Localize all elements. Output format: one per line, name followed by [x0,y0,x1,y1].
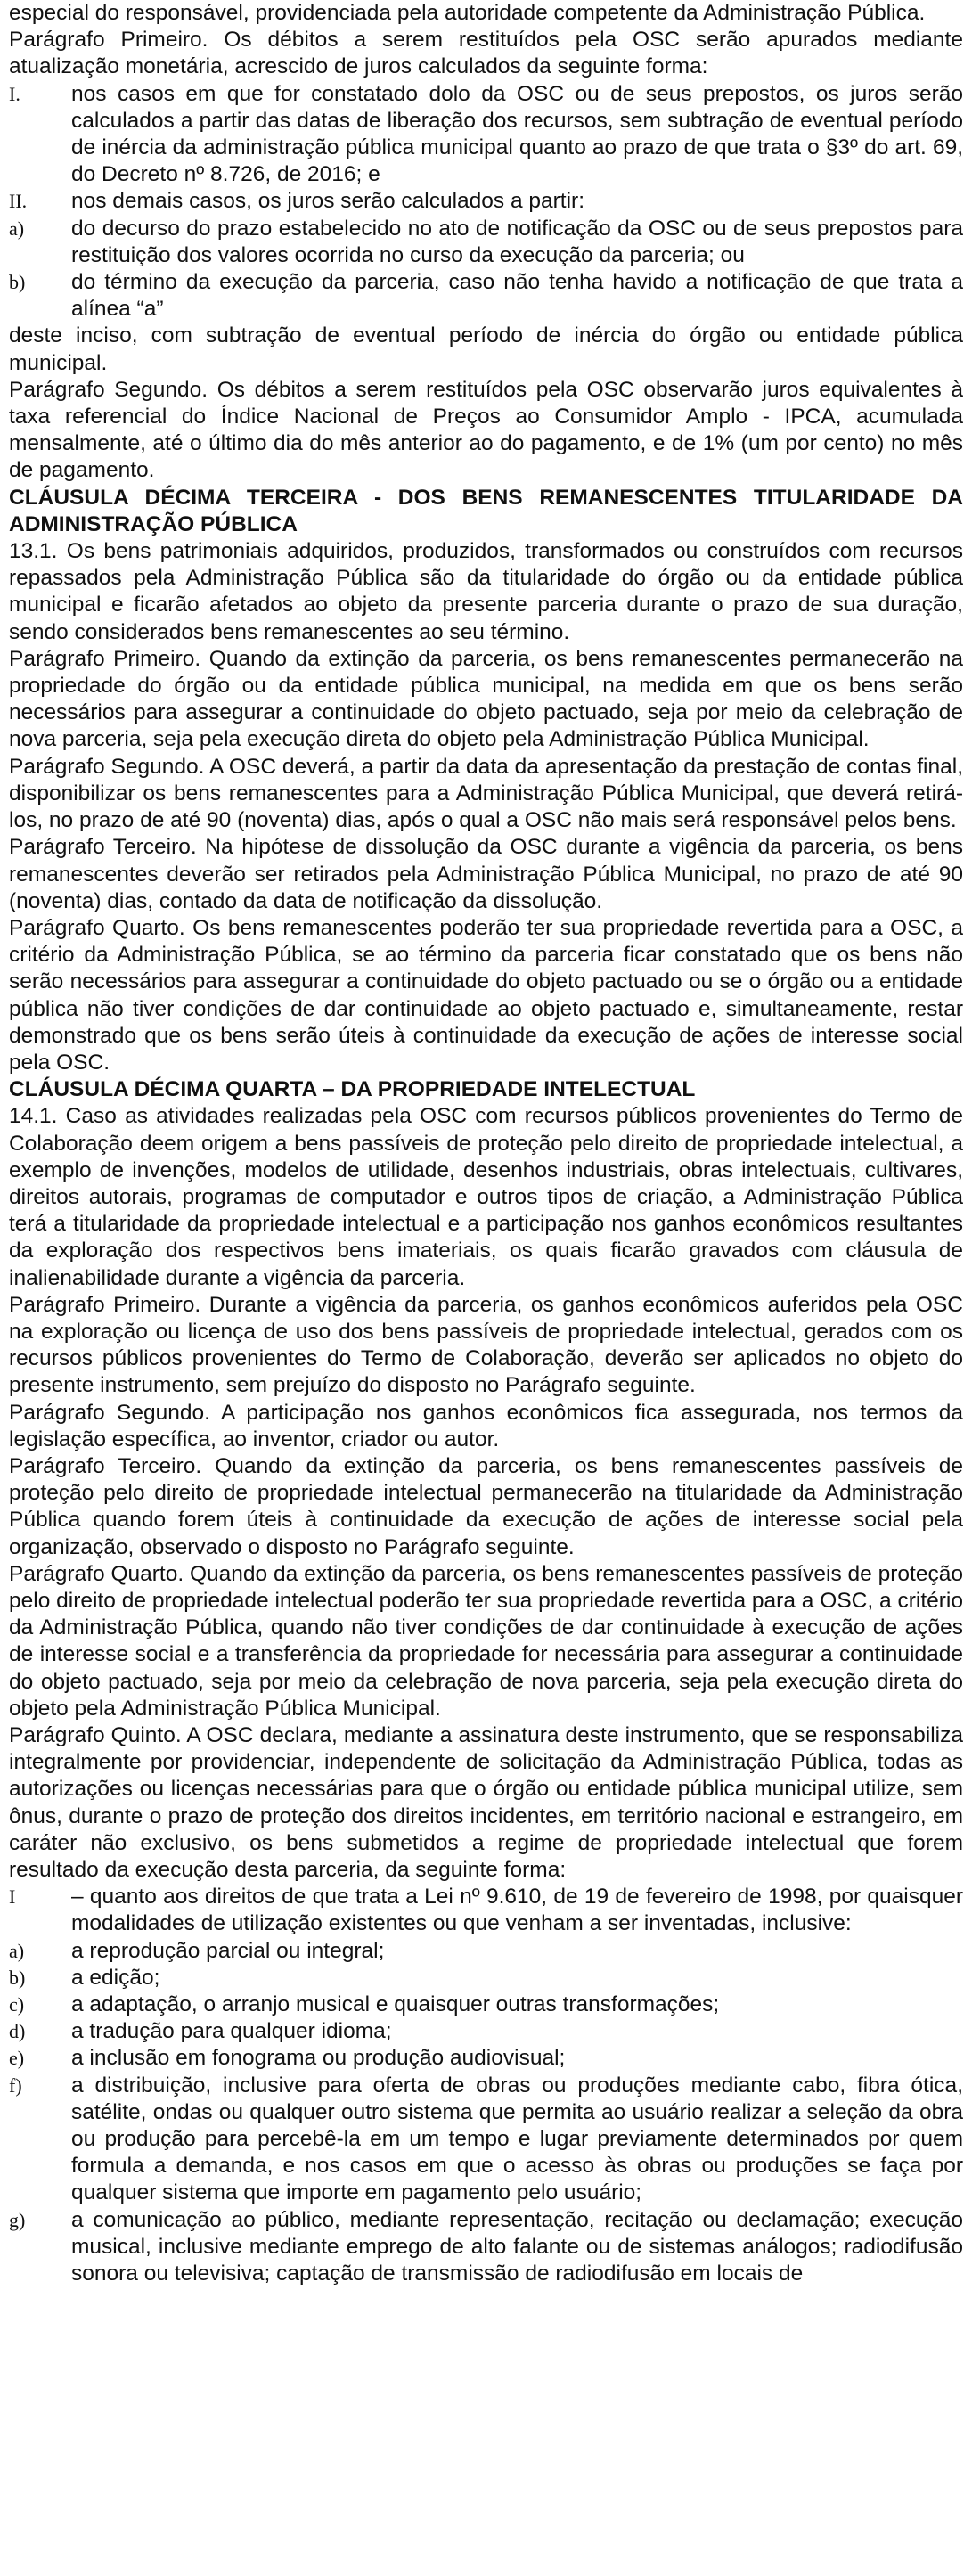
list-item-text: a edição; [71,1965,160,1990]
paragraph: 14.1. Caso as atividades realizadas pela OSC com recursos públicos provenientes do Termo de Colaboração deem origem a bens passíveis de proteção pelo direito de propriedade intelectual, a exemplo de invenções, modelos de utilidade, desenhos industriais, obras intelectuais, cultivares, direitos autorais, programas de computador e outros tipos de criação, a Administração Pública terá a titularidade da propriedade intelectual e a participação nos ganhos econômicos resultantes da exploração dos respectivos bens imateriais, os quais ficarão gravados com cláusula de inalienabilidade durante a vigência da parceria. [9,1104,963,1290]
paragraph: Parágrafo Quinto. A OSC declara, mediante a assinatura deste instrumento, que se responsabiliza integralmente por providenciar, independente de solicitação da Administração Pública, todas as autorizações ou licenças necessárias para que o órgão ou entidade pública municipal utilize, sem ônus, durante o prazo de proteção dos direitos incidentes, em território nacional e estrangeiro, em caráter não exclusivo, os bens submetidos a regime de propriedade intelectual que forem resultado da execução desta parceria, da seguinte forma: [9,1723,963,1883]
list-item [9,2073,963,2207]
list-item-text: a adaptação, o arranjo musical e quaisquer outras transformações; [71,1992,720,2017]
list-item-text: a reprodução parcial ou integral; [71,1938,385,1963]
paragraph: Parágrafo Primeiro. Quando da extinção da parceria, os bens remanescentes permanecerão na propriedade do órgão ou da entidade pública municipal, na medida em que os bens serão necessários para assegurar a continuidade do objeto pactuado, seja por meio da celebração de nova parceria, seja pela execução direta do objeto pela Administração Pública Municipal. [9,646,963,752]
list-item-marker: c) [9,1993,25,2016]
list-item-text: a inclusão em fonograma ou produção audiovisual; [71,2046,566,2071]
list-item [9,1991,963,2018]
list-item-text: a distribuição, inclusive para oferta de obras ou produções mediante cabo, fibra ótica, satélite, ondas ou qualquer outro sistema que permita ao usuário realizar a seleção da obra ou produção para percebê-la em um tempo e lugar previamente determinados por quem formula a demanda, e nos casos em que o acesso às obras ou produções se faça por qualquer sistema que importe em pagamento pelo usuário; [71,2073,963,2205]
paragraph: Parágrafo Segundo. A participação nos ganhos econômicos fica assegurada, nos termos da legislação específica, ao inventor, criador ou autor. [9,1400,963,1452]
paragraph: Parágrafo Terceiro. Quando da extinção da parceria, os bens remanescentes passíveis de proteção pelo direito de propriedade intelectual permanecerão na titularidade da Administração Pública quando forem úteis à continuidade da execução de ações de interesse social pela organização, observado o disposto no Parágrafo seguinte. [9,1453,963,1559]
list-item [9,1965,963,1991]
paragraph: Parágrafo Segundo. A OSC deverá, a partir da data da apresentação da prestação de contas final, disponibilizar os bens remanescentes para a Administração Pública Municipal, que deverá retirá-los, no prazo de até 90 (noventa) dias, após o qual a OSC não mais será responsável pelos bens. [9,754,963,833]
paragraph: especial do responsável, providenciada pela autoridade competente da Administração Pública. [9,1,926,25]
list-item-text: nos demais casos, os juros serão calculados a partir: [71,189,585,214]
list-item [9,81,963,189]
list-item [9,2018,963,2045]
clause-heading: CLÁUSULA DÉCIMA TERCEIRA - DOS BENS REMANESCENTES TITULARIDADE DA ADMINISTRAÇÃO PÚBLICA [9,485,963,536]
list-item-marker: I [9,1885,16,1909]
paragraph: Parágrafo Segundo. Os débitos a serem restituídos pela OSC observarão juros equivalentes à taxa referencial do Índice Nacional de Preços ao Consumidor Amplo - IPCA, acumulada mensalmente, até o último dia do mês anterior ao do pagamento, e de 1% (um por cento) no mês de pagamento. [9,377,963,483]
list-item [9,216,963,269]
clause-heading: CLÁUSULA DÉCIMA QUARTA – DA PROPRIEDADE INTELECTUAL [9,1077,696,1102]
list-item-marker: e) [9,2047,25,2070]
list-item-marker: g) [9,2208,26,2231]
document-page [9,0,963,2287]
list-item-text: a comunicação ao público, mediante representação, recitação ou declamação; execução musical, inclusive mediante emprego de alto falante ou de sistemas análogos; radiodifusão sonora ou televisiva; captação de transmissão de radiodifusão em locais de [71,2207,963,2286]
list-item-text: nos casos em que for constatado dolo da OSC ou de seus prepostos, os juros serão calculados a partir das datas de liberação dos recursos, sem subtração de eventual período de inércia da administração pública municipal quanto ao prazo de que trata o §3º do art. 69, do Decreto nº 8.726, de 2016; e [71,81,963,187]
list-item-text: do término da execução da parceria, caso não tenha havido a notificação de que trata a alínea “a” [71,270,963,322]
list-item [9,2207,963,2288]
list-item-marker: I. [9,82,20,105]
list-item-marker: b) [9,271,26,294]
list-item-marker: a) [9,1939,25,1962]
list-item-text: – quanto aos direitos de que trata a Lei nº 9.610, de 19 de fevereiro de 1998, por quaisquer modalidades de utilização existentes ou que venham a ser inventadas, inclusive: [71,1885,963,1936]
list-item-marker: II. [9,190,28,213]
list-item-text: do decurso do prazo estabelecido no ato de notificação da OSC ou de seus prepostos para restituição dos valores ocorrida no curso da execução da parceria; ou [71,216,963,267]
paragraph: Parágrafo Quarto. Quando da extinção da parceria, os bens remanescentes passíveis de proteção pelo direito de propriedade intelectual poderão ter sua propriedade revertida para a OSC, a critério da Administração Pública, quando não tiver condições de dar continuidade à execução de ações de interesse social e a transferência da propriedade for necessária para assegurar a continuidade do objeto pactuado, seja por meio da celebração de nova parceria, seja pela execução direta do objeto pela Administração Pública Municipal. [9,1561,963,1721]
list-item-marker: d) [9,2020,26,2043]
paragraph: 13.1. Os bens patrimoniais adquiridos, produzidos, transformados ou construídos com recursos repassados pela Administração Pública são da titularidade do órgão ou da entidade pública municipal e ficarão afetados ao objeto da presente parceria durante o prazo de sua duração, sendo considerados bens remanescentes ao seu término. [9,539,963,644]
list-item-marker: b) [9,1966,26,1989]
paragraph: Parágrafo Quarto. Os bens remanescentes poderão ter sua propriedade revertida para a OSC, a critério da Administração Pública, se ao término da parceria ficar constatado que os bens não serão necessários para assegurar a continuidade do objeto pactuado ou se o órgão ou a entidade pública não tiver condições de dar continuidade ao objeto pactuado e, simultaneamente, restar demonstrado que os bens serão úteis à continuidade da execução de ações de interesse social pela OSC. [9,915,963,1075]
list-item [9,1938,963,1965]
list-item [9,188,963,215]
list-item [9,2045,963,2072]
paragraph: Parágrafo Primeiro. Os débitos a serem restituídos pela OSC serão apurados mediante atualização monetária, acrescido de juros calculados da seguinte forma: [9,28,963,79]
list-item [9,1884,963,1937]
paragraph: Parágrafo Primeiro. Durante a vigência da parceria, os ganhos econômicos auferidos pela OSC na exploração ou licença de uso dos bens passíveis de propriedade intelectual, gerados com os recursos públicos provenientes do Termo de Colaboração, deverão ser aplicados no objeto do presente instrumento, sem prejuízo do disposto no Parágrafo seguinte. [9,1292,963,1398]
list-item-marker: f) [9,2073,22,2097]
list-item-text: a tradução para qualquer idioma; [71,2019,392,2044]
list-item [9,269,963,323]
list-item-marker: a) [9,217,25,240]
paragraph: deste inciso, com subtração de eventual período de inércia do órgão ou entidade pública municipal. [9,323,963,375]
paragraph: Parágrafo Terceiro. Na hipótese de dissolução da OSC durante a vigência da parceria, os bens remanescentes deverão ser retirados pela Administração Pública Municipal, no prazo de até 90 (noventa) dias, contado da data de notificação da dissolução. [9,835,963,913]
